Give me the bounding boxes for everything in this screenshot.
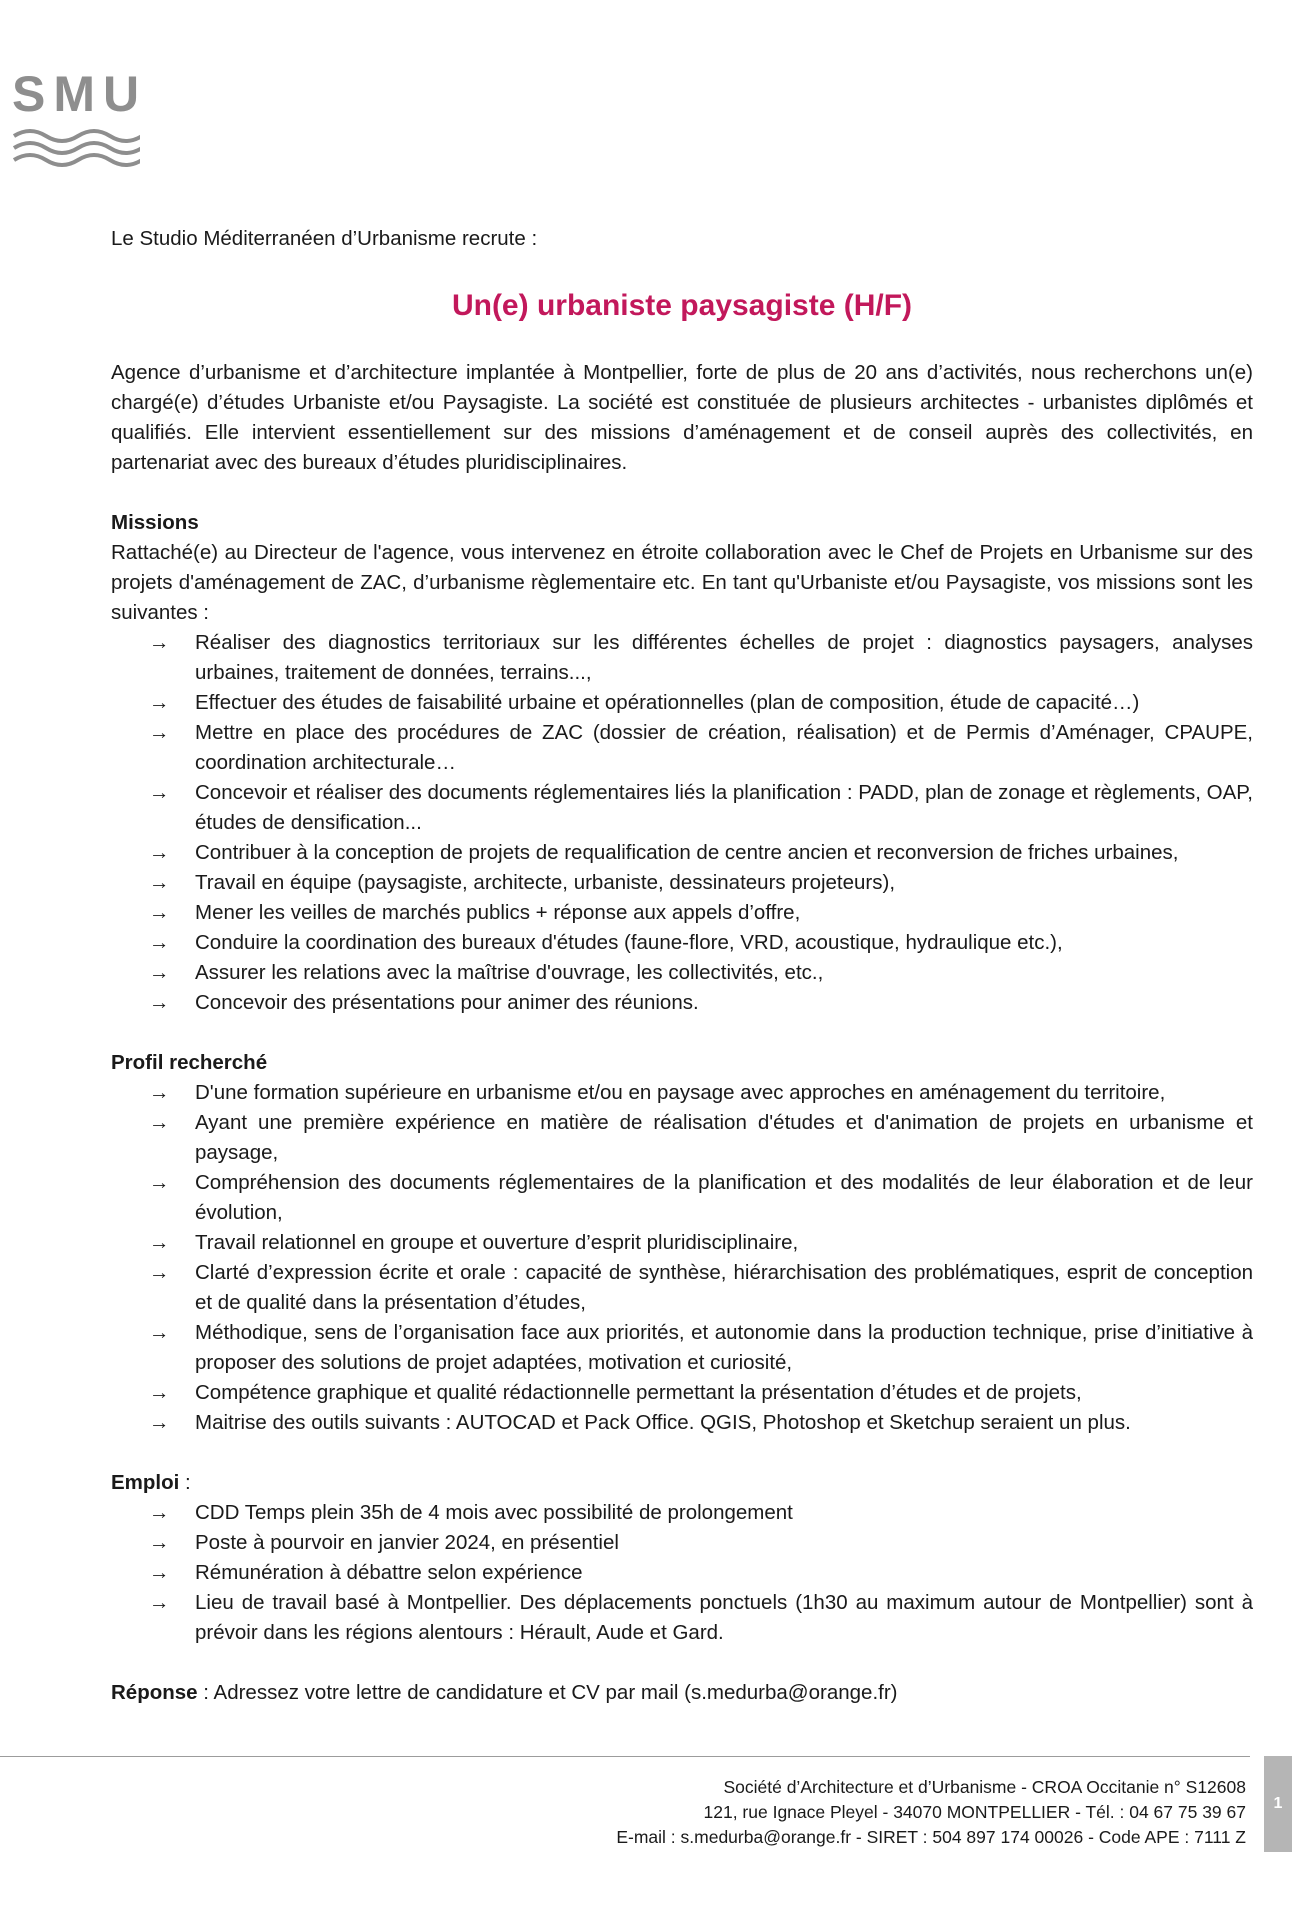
smu-logo bbox=[12, 64, 148, 174]
list-item: → Contribuer à la conception de projets de requalification de centre ancien et reconversion de friches urbaines, bbox=[111, 838, 1253, 868]
footer-line-1: Société d’Architecture et d’Urbanisme - CROA Occitanie n° S12608 bbox=[723, 1777, 1246, 1797]
list-item: → Travail en équipe (paysagiste, architecte, urbaniste, dessinateurs projeteurs), bbox=[111, 868, 1253, 898]
list-item: → Compréhension des documents réglementaires de la planification et des modalités de leur élaboration et de leur évolution, bbox=[111, 1168, 1253, 1228]
list-item: → Réaliser des diagnostics territoriaux sur les différentes échelles de projet : diagnostics paysagers, analyses urbaines, traitement de données, terrains..., bbox=[111, 628, 1253, 688]
emploi-section bbox=[111, 1468, 1253, 1648]
logo-text: SMU bbox=[12, 66, 148, 122]
response-text: : Adressez votre lettre de candidature et CV par mail (s.medurba@orange.fr) bbox=[197, 1681, 898, 1704]
list-item: → Mettre en place des procédures de ZAC (dossier de création, réalisation) et de Permis d’Aménager, CPAUPE, coordination architecturale… bbox=[111, 718, 1253, 778]
job-title: Un(e) urbaniste paysagiste (H/F) bbox=[451, 289, 913, 322]
footer-line-2: 121, rue Ignace Pleyel - 34070 MONTPELLIER - Tél. : 04 67 75 39 67 bbox=[703, 1802, 1246, 1822]
arrow-icon: → bbox=[149, 901, 170, 924]
page-number: 1 bbox=[1264, 1756, 1292, 1852]
list-item: → Effectuer des études de faisabilité urbaine et opérationnelles (plan de composition, étude de capacité…) bbox=[111, 688, 1253, 718]
arrow-icon: → bbox=[149, 1261, 170, 1284]
profil-list bbox=[111, 1078, 1253, 1438]
arrow-icon: → bbox=[149, 691, 170, 714]
list-item: → D'une formation supérieure en urbanisme et/ou en paysage avec approches en aménagement du territoire, bbox=[111, 1078, 1253, 1108]
list-item: → Méthodique, sens de l’organisation face aux priorités, et autonomie dans la production technique, prise d’initiative à proposer des solutions de projet adaptées, motivation et curiosité, bbox=[111, 1318, 1253, 1378]
intro-line: Le Studio Méditerranéen d’Urbanisme recrute : bbox=[111, 227, 538, 250]
list-item: → Clarté d’expression écrite et orale : capacité de synthèse, hiérarchisation des problématiques, esprit de conception et de qualité dans la présentation d’études, bbox=[111, 1258, 1253, 1318]
arrow-icon: → bbox=[149, 1171, 170, 1194]
list-item: → Maitrise des outils suivants : AUTOCAD et Pack Office. QGIS, Photoshop et Sketchup seraient un plus. bbox=[111, 1408, 1253, 1438]
response-line bbox=[111, 1678, 1253, 1708]
list-item: → Concevoir des présentations pour animer des réunions. bbox=[111, 988, 1253, 1018]
arrow-icon: → bbox=[149, 1321, 170, 1344]
arrow-icon: → bbox=[149, 1561, 170, 1584]
arrow-icon: → bbox=[149, 1591, 170, 1614]
profil-heading: Profil recherché bbox=[111, 1051, 268, 1074]
arrow-icon: → bbox=[149, 931, 170, 954]
emploi-heading: Emploi : bbox=[111, 1471, 191, 1494]
missions-section bbox=[111, 508, 1253, 1018]
footer bbox=[616, 1775, 1246, 1850]
arrow-icon: → bbox=[149, 1381, 170, 1404]
arrow-icon: → bbox=[149, 1501, 170, 1524]
arrow-icon: → bbox=[149, 871, 170, 894]
list-item: → Rémunération à débattre selon expérience bbox=[111, 1558, 1253, 1588]
document-body bbox=[111, 224, 1253, 1729]
arrow-icon: → bbox=[149, 991, 170, 1014]
profil-section bbox=[111, 1048, 1253, 1438]
list-item: → Concevoir et réaliser des documents réglementaires liés la planification : PADD, plan de zonage et règlements, OAP, études de densification... bbox=[111, 778, 1253, 838]
footer-divider bbox=[0, 1756, 1250, 1757]
arrow-icon: → bbox=[149, 631, 170, 654]
list-item: → Conduire la coordination des bureaux d'études (faune-flore, VRD, acoustique, hydraulique etc.), bbox=[111, 928, 1253, 958]
list-item: → Poste à pourvoir en janvier 2024, en présentiel bbox=[111, 1528, 1253, 1558]
response-label: Réponse bbox=[111, 1681, 198, 1704]
missions-heading: Missions bbox=[111, 511, 199, 534]
wave-icon bbox=[12, 126, 140, 172]
arrow-icon: → bbox=[149, 1231, 170, 1254]
list-item: → Assurer les relations avec la maîtrise d'ouvrage, les collectivités, etc., bbox=[111, 958, 1253, 988]
arrow-icon: → bbox=[149, 1531, 170, 1554]
arrow-icon: → bbox=[149, 961, 170, 984]
agency-description: Agence d’urbanisme et d’architecture implantée à Montpellier, forte de plus de 20 ans d’activités, nous recherchons un(e) chargé(e) d’études Urbaniste et/ou Paysagiste. La société est constituée de plusieurs architectes - urbanistes diplômés et qualifiés. Elle intervient essentiellement sur des missions d’aménagement et de conseil auprès des collectivités, en partenariat avec des bureaux d’études pluridisciplinaires. bbox=[111, 361, 1253, 474]
list-item: → Travail relationnel en groupe et ouverture d’esprit pluridisciplinaire, bbox=[111, 1228, 1253, 1258]
arrow-icon: → bbox=[149, 1081, 170, 1104]
list-item: → CDD Temps plein 35h de 4 mois avec possibilité de prolongement bbox=[111, 1498, 1253, 1528]
arrow-icon: → bbox=[149, 1111, 170, 1134]
list-item: → Ayant une première expérience en matière de réalisation d'études et d'animation de projets en urbanisme et paysage, bbox=[111, 1108, 1253, 1168]
emploi-list bbox=[111, 1498, 1253, 1648]
list-item: → Lieu de travail basé à Montpellier. Des déplacements ponctuels (1h30 au maximum autour de Montpellier) sont à prévoir dans les régions alentours : Hérault, Aude et Gard. bbox=[111, 1588, 1253, 1648]
arrow-icon: → bbox=[149, 1411, 170, 1434]
missions-list bbox=[111, 628, 1253, 1018]
arrow-icon: → bbox=[149, 841, 170, 864]
list-item: → Compétence graphique et qualité rédactionnelle permettant la présentation d’études et de projets, bbox=[111, 1378, 1253, 1408]
missions-intro: Rattaché(e) au Directeur de l'agence, vous intervenez en étroite collaboration avec le Chef de Projets en Urbanisme sur des projets d'aménagement de ZAC, d’urbanisme règlementaire etc. En tant qu'Urbaniste et/ou Paysagiste, vos missions sont les suivantes : bbox=[111, 541, 1253, 624]
arrow-icon: → bbox=[149, 781, 170, 804]
list-item: → Mener les veilles de marchés publics + réponse aux appels d’offre, bbox=[111, 898, 1253, 928]
footer-line-3: E-mail : s.medurba@orange.fr - SIRET : 504 897 174 00026 - Code APE : 7111 Z bbox=[616, 1827, 1246, 1847]
arrow-icon: → bbox=[149, 721, 170, 744]
